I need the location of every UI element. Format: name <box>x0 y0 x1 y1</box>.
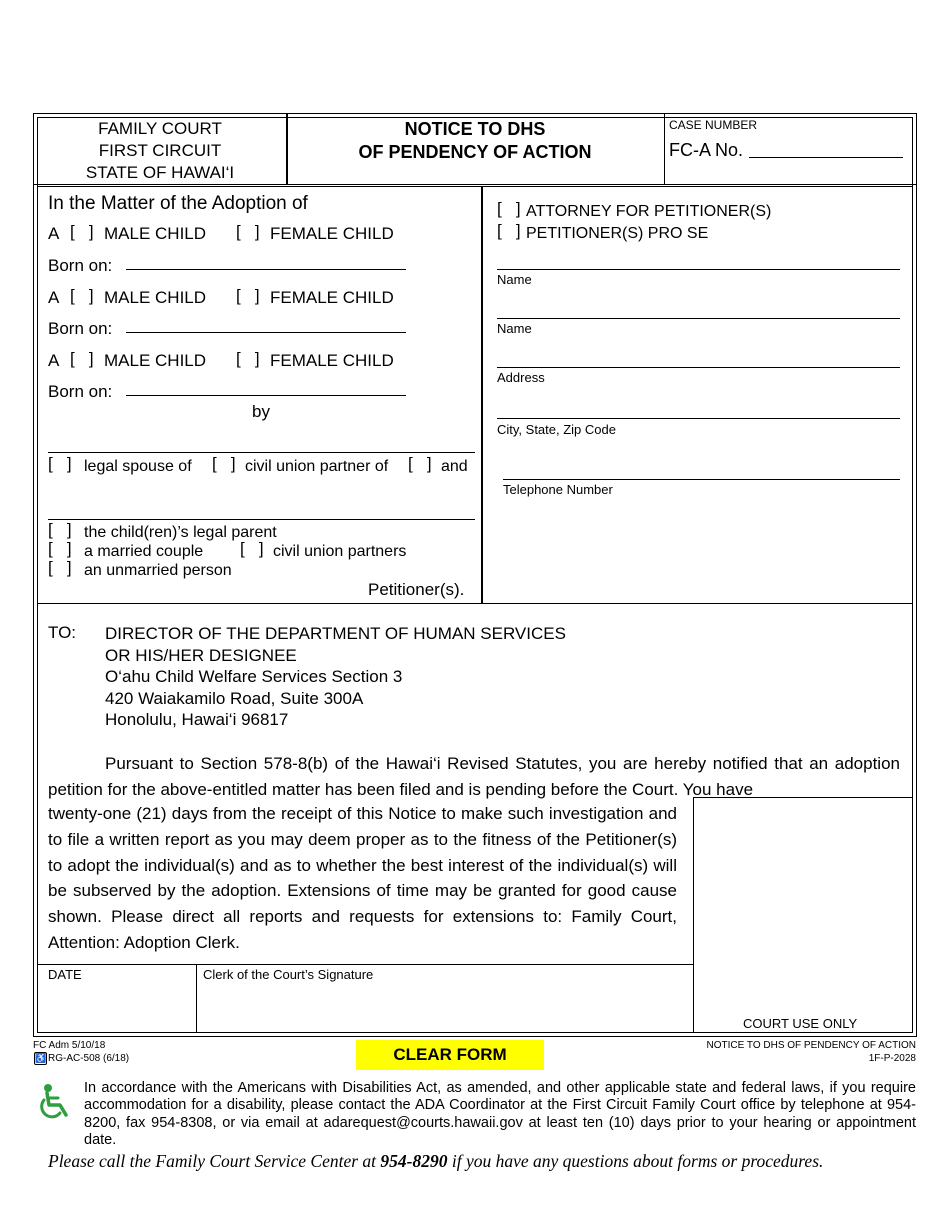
recipient-line: O‘ahu Child Welfare Services Section 3 <box>105 667 403 686</box>
header-bottom-rule <box>33 184 917 185</box>
case-number-prefix: FC-A No. <box>669 140 744 160</box>
footer-doc-code: 1F-P-2028 <box>868 1053 916 1064</box>
married-couple-checkbox[interactable]: [ ] <box>48 539 72 558</box>
name-field-1[interactable] <box>497 269 900 270</box>
header-bottom-rule-2 <box>37 186 913 187</box>
born-on-field[interactable] <box>126 269 406 270</box>
case-number-label: CASE NUMBER <box>669 118 758 132</box>
legal-parent-label: the child(ren)’s legal parent <box>84 524 277 541</box>
accessibility-icon: ♿ <box>35 1053 47 1063</box>
court-line: STATE OF HAWAI‘I <box>85 163 235 182</box>
court-use-label: COURT USE ONLY <box>743 1016 858 1031</box>
pro-se-checkbox[interactable]: [ ] <box>497 221 521 240</box>
clerk-signature-label: Clerk of the Court’s Signature <box>203 967 374 982</box>
recipient-line: OR HIS/HER DESIGNEE <box>105 645 297 665</box>
city-label: City, State, Zip Code <box>497 422 616 437</box>
petitioner-name-field-2[interactable] <box>48 519 475 520</box>
service-note-post: if you have any questions about forms or procedures. <box>447 1151 824 1171</box>
born-on-field[interactable] <box>126 395 406 396</box>
matter-heading: In the Matter of the Adoption of <box>48 193 308 214</box>
signature-divider <box>196 964 197 1033</box>
court-line: FIRST CIRCUIT <box>98 141 222 160</box>
name-label-2: Name <box>497 321 532 336</box>
header-divider-2 <box>664 113 665 185</box>
female-checkbox[interactable]: [ ] <box>236 286 260 305</box>
signature-top-rule <box>37 964 693 965</box>
civil-union-partner-checkbox[interactable]: [ ] <box>212 454 236 473</box>
by-label: by <box>252 402 270 421</box>
attorney-checkbox[interactable]: [ ] <box>497 199 521 218</box>
male-child-label: MALE CHILD <box>104 351 207 370</box>
name-label-1: Name <box>497 272 532 287</box>
telephone-field[interactable] <box>503 479 900 480</box>
and-label: and <box>441 458 468 475</box>
petitioners-label: Petitioner(s). <box>368 580 465 599</box>
unmarried-person-checkbox[interactable]: [ ] <box>48 558 72 577</box>
form-title <box>290 118 660 164</box>
service-phone: 954-8290 <box>380 1151 448 1171</box>
child-a-label: A <box>48 351 60 370</box>
married-couple-label: a married couple <box>84 543 204 560</box>
recipient-line: 420 Waiakamilo Road, Suite 300A <box>105 688 364 708</box>
wheelchair-icon <box>36 1083 76 1123</box>
form-number: FC Adm 5/10/18 <box>33 1040 106 1051</box>
female-child-label: FEMALE CHILD <box>270 288 394 307</box>
civil-union-partners-label: civil union partners <box>273 543 407 560</box>
court-line: FAMILY COURT <box>98 119 222 138</box>
and-checkbox[interactable]: [ ] <box>408 454 432 473</box>
petitioner-name-field-1[interactable] <box>48 452 475 453</box>
footer-doc-title: NOTICE TO DHS OF PENDENCY OF ACTION <box>706 1040 916 1051</box>
child-a-label: A <box>48 224 60 243</box>
civil-union-partner-label: civil union partner of <box>245 458 389 475</box>
header-divider-1 <box>286 113 288 185</box>
caption-divider <box>481 186 483 604</box>
court-name <box>40 118 280 184</box>
born-on-label: Born on: <box>48 319 113 338</box>
address-label: Address <box>497 370 545 385</box>
court-use-box <box>693 797 913 1033</box>
recipient-address <box>105 623 566 731</box>
date-label: DATE <box>48 967 82 982</box>
clear-form-button[interactable]: CLEAR FORM <box>356 1040 544 1070</box>
notice-paragraph-1: Pursuant to Section 578-8(b) of the Hawai‘i Revised Statutes, you are hereby notified that an adoption petition for the above-entitled matter has been filed and is pending before the Court. You have <box>48 754 900 799</box>
service-center-note <box>48 1151 823 1172</box>
male-child-label: MALE CHILD <box>104 288 207 307</box>
attorney-for-label: ATTORNEY FOR PETITIONER(S) <box>526 203 772 220</box>
civil-union-partners-checkbox[interactable]: [ ] <box>240 539 264 558</box>
legal-spouse-checkbox[interactable]: [ ] <box>48 454 72 473</box>
female-checkbox[interactable]: [ ] <box>236 222 260 241</box>
legal-parent-checkbox[interactable]: [ ] <box>48 520 72 539</box>
female-checkbox[interactable]: [ ] <box>236 349 260 368</box>
title-line: OF PENDENCY OF ACTION <box>358 142 592 162</box>
case-number-field[interactable] <box>749 157 903 158</box>
legal-spouse-label: legal spouse of <box>84 458 192 475</box>
notice-paragraph-2: twenty-one (21) days from the receipt of this Notice to make such investigation and to file a written report as you may deem proper as to the fitness of the Petitioner(s) to adopt the individual(s) and as to whether the best interest of the individual(s) will be subserved by the adoption. Extensions of time may be granted for good cause shown. Please direct all reports and requests for extensions to: Family Court, Attention: Adoption Clerk. <box>48 804 677 952</box>
born-on-label: Born on: <box>48 382 113 401</box>
unmarried-person-label: an unmarried person <box>84 562 232 579</box>
child-a-label: A <box>48 288 60 307</box>
title-line: NOTICE TO DHS <box>404 119 546 139</box>
recipient-line: Honolulu, Hawai‘i 96817 <box>105 710 289 729</box>
address-field[interactable] <box>497 367 900 368</box>
ada-notice: In accordance with the Americans with Disabilities Act, as amended, and other applicable state and federal laws, if you require accommodation for a disability, please contact the ADA Coordinator at the First Circuit Family Court office by telephone at 954-8200, fax 954-8308, or via email at adarequest@courts.hawaii.gov at least ten (10) days prior to your hearing or appointment date. <box>84 1080 916 1148</box>
rg-number: RG-AC-508 (6/18) <box>48 1053 130 1064</box>
male-checkbox[interactable]: [ ] <box>70 222 94 241</box>
male-checkbox[interactable]: [ ] <box>70 286 94 305</box>
female-child-label: FEMALE CHILD <box>270 351 394 370</box>
born-on-field[interactable] <box>126 332 406 333</box>
telephone-label: Telephone Number <box>503 482 613 497</box>
female-child-label: FEMALE CHILD <box>270 224 394 243</box>
to-label: TO: <box>48 623 77 642</box>
caption-bottom-rule <box>37 603 913 604</box>
male-child-label: MALE CHILD <box>104 224 207 243</box>
born-on-label: Born on: <box>48 256 113 275</box>
service-note-pre: Please call the Family Court Service Center at <box>48 1151 381 1171</box>
male-checkbox[interactable]: [ ] <box>70 349 94 368</box>
recipient-line: DIRECTOR OF THE DEPARTMENT OF HUMAN SERVICES <box>105 624 566 643</box>
city-field[interactable] <box>497 418 900 419</box>
pro-se-label: PETITIONER(S) PRO SE <box>526 225 709 242</box>
name-field-2[interactable] <box>497 318 900 319</box>
